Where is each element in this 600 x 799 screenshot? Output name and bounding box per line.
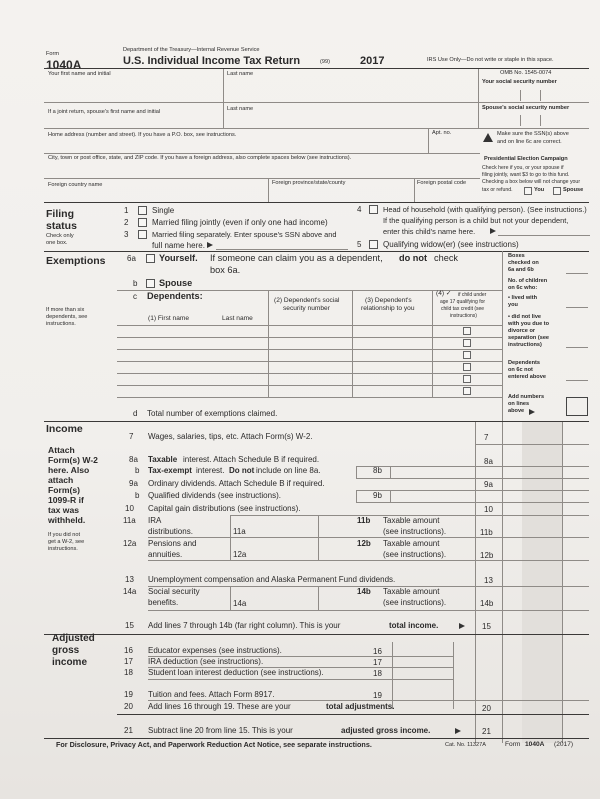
divider	[502, 422, 503, 635]
line6a-num: 6a	[127, 254, 136, 263]
line8a-bold: Taxable	[148, 455, 178, 464]
dependent-row[interactable]	[117, 385, 502, 386]
section-rule	[44, 202, 589, 203]
divider	[318, 515, 319, 537]
ssn-notice-line2: and on line 6c are correct.	[497, 139, 562, 145]
omb-number: OMB No. 1545-0074	[500, 70, 552, 76]
first-name-field[interactable]: Your first name and initial	[48, 71, 111, 77]
yourself-box6a: box 6a.	[210, 265, 241, 275]
section-rule	[44, 738, 589, 739]
line20-text: Add lines 16 through 19. These are your	[148, 702, 291, 711]
divider	[562, 422, 563, 635]
last-name-field[interactable]: Last name	[227, 71, 254, 77]
line14b-box: 14b	[480, 599, 494, 608]
department-label: Department of the Treasury—Internal Revenue Service	[123, 47, 260, 53]
filing-note-2: one box.	[46, 240, 68, 246]
line13-box: 13	[484, 576, 493, 585]
col3-line2: relationship to you	[361, 305, 415, 312]
col4-line3: child tax credit (see	[441, 306, 485, 312]
divider	[356, 466, 357, 478]
dependent-row[interactable]	[117, 397, 502, 398]
arrow-icon	[455, 728, 461, 734]
right-boxes-3: 6a and 6b	[508, 267, 534, 273]
spouse-label: Spouse	[159, 278, 193, 288]
divider	[453, 642, 454, 709]
irs-use-only: IRS Use Only—Do not write or staple in this space.	[427, 57, 554, 63]
line6b-num: b	[133, 279, 138, 288]
right-lived-1: • lived with	[508, 295, 537, 301]
line8b-bold: Tax-exempt	[148, 466, 192, 475]
line11a-text1: IRA	[148, 516, 162, 525]
child-credit-checkbox[interactable]	[463, 339, 471, 347]
line16-num: 16	[124, 646, 133, 655]
line8a-box: 8a	[484, 457, 493, 466]
line16-text: Educator expenses (see instructions).	[148, 646, 282, 655]
right-children-2: on 6c who:	[508, 285, 538, 291]
line19-num: 19	[124, 690, 133, 699]
line14a-box: 14a	[233, 599, 247, 608]
form-number: 1040A	[46, 58, 82, 72]
spouse-checkbox[interactable]	[146, 279, 155, 288]
right-dep-2: on 6c not	[508, 367, 533, 373]
right-add-3: above	[508, 408, 525, 414]
side-note-1: If more than six	[46, 307, 85, 313]
yourself-checkbox[interactable]	[146, 254, 155, 263]
right-boxes-2: checked on	[508, 260, 539, 266]
filing-widow-label: Qualifying widow(er) (see instructions)	[383, 240, 519, 249]
line9b-box: 9b	[373, 491, 382, 500]
amount-field[interactable]	[475, 444, 589, 445]
line8b-bold2: Do not	[229, 466, 255, 475]
divider	[475, 422, 476, 635]
child-credit-checkbox[interactable]	[463, 387, 471, 395]
line12a-box: 12a	[233, 550, 247, 559]
yourself-check: check	[434, 253, 459, 263]
line10-box: 10	[484, 505, 493, 514]
count-line[interactable]	[566, 380, 588, 381]
attach-3: here. Also	[48, 465, 90, 475]
divider	[475, 635, 476, 743]
divider	[230, 586, 231, 610]
right-children-1: No. of children	[508, 278, 548, 284]
form-label: Form	[46, 51, 60, 57]
line9a-text: Ordinary dividends. Attach Schedule B if required.	[148, 479, 325, 488]
amount-field[interactable]	[356, 478, 589, 479]
election-text-1: Check here if you, or your spouse if	[482, 165, 564, 171]
line14a-text2: benefits.	[148, 598, 179, 607]
line12b-num: 12b	[357, 539, 371, 548]
filing-widow-checkbox[interactable]	[369, 240, 378, 249]
line7-num: 7	[129, 432, 134, 441]
yourself-text: If someone can claim you as a dependent,	[210, 253, 383, 263]
line19-box: 19	[373, 691, 382, 700]
col4-line2: age 17 qualifying for	[440, 299, 486, 305]
line8b-text: interest.	[196, 466, 225, 475]
line14a-text1: Social security	[148, 587, 200, 596]
line12b-text1: Taxable amount	[383, 539, 440, 548]
amount-field[interactable]	[148, 537, 589, 538]
section-rule	[44, 251, 589, 252]
fill-line	[498, 235, 590, 236]
divider	[390, 466, 391, 478]
right-boxes-1: Boxes	[508, 253, 525, 259]
line11b-text1: Taxable amount	[383, 516, 440, 525]
side-note-3: instructions.	[46, 321, 76, 327]
election-spouse-label: Spouse	[563, 187, 584, 193]
warning-triangle-icon	[483, 133, 493, 142]
count-line[interactable]	[566, 273, 588, 274]
filing-heading-1: Filing	[46, 208, 74, 220]
rule	[44, 128, 589, 129]
line7-text: Wages, salaries, tips, etc. Attach Form(s) W-2.	[148, 432, 313, 441]
filing-single-checkbox[interactable]	[138, 206, 147, 215]
income-note-2: get a W-2, see	[48, 539, 85, 545]
line12b-text2: (see instructions).	[383, 550, 447, 559]
line15-box: 15	[482, 622, 491, 631]
line14b-text2: (see instructions).	[383, 598, 447, 607]
line17-num: 17	[124, 657, 133, 666]
line21-box: 21	[482, 727, 491, 736]
right-dep-1: Dependents	[508, 360, 541, 366]
ssn-field[interactable]: Your social security number	[482, 79, 557, 85]
child-credit-checkbox[interactable]	[463, 327, 471, 335]
total-exemptions-text: Total number of exemptions claimed.	[147, 409, 278, 418]
filing-opt4-cont1: If the qualifying person is a child but not your dependent,	[383, 216, 569, 225]
total-exemptions-box[interactable]	[566, 397, 588, 416]
right-didnot-1: • did not live	[508, 314, 542, 320]
attach-1: Attach	[48, 445, 75, 455]
fill-line	[216, 249, 348, 250]
arrow-icon	[529, 409, 535, 415]
footer-cat: Cat. No. 11327A	[445, 742, 486, 748]
filing-married-joint-label: Married filing jointly (even if only one had income)	[152, 218, 328, 227]
dependent-row[interactable]	[117, 373, 502, 374]
line9b-text: Qualified dividends (see instructions).	[148, 491, 281, 500]
line21-text: Subtract line 20 from line 15. This is your	[148, 726, 293, 735]
apt-field[interactable]: Apt. no.	[432, 130, 452, 136]
city-field[interactable]: City, town or post office, state, and ZIP code. If you have a foreign address, also complete spaces below (see instructions).	[48, 155, 352, 161]
line12a-num: 12a	[123, 539, 137, 548]
election-text-3: Checking a box below will not change your	[482, 179, 581, 185]
election-you-label: You	[534, 187, 545, 193]
ssn-notice-line1: Make sure the SSN(s) above	[497, 131, 569, 137]
right-didnot-4: separation (see	[508, 335, 550, 341]
yourself-do-not: do not	[399, 253, 428, 263]
footer-year: (2017)	[554, 741, 574, 748]
line10-num: 10	[125, 504, 134, 513]
count-line[interactable]	[566, 307, 588, 308]
divider	[478, 69, 479, 128]
line11a-box: 11a	[233, 527, 246, 536]
line20-num: 20	[124, 702, 133, 711]
header-rule	[44, 68, 589, 69]
col4-line4: instructions)	[450, 313, 477, 319]
line13-num: 13	[125, 575, 134, 584]
election-text-4: tax or refund.	[482, 187, 513, 193]
line15-text: Add lines 7 through 14b (far right column). This is your	[148, 621, 341, 630]
dependent-row[interactable]	[117, 361, 502, 362]
line9a-box: 9a	[484, 480, 493, 489]
divider	[223, 102, 224, 128]
attach-7: tax was	[48, 505, 80, 515]
amount-field[interactable]	[148, 679, 453, 680]
amount-field[interactable]	[148, 610, 589, 611]
filing-num-1: 1	[124, 206, 129, 215]
election-text-2: filing jointly, want $3 to go to this fund.	[482, 172, 570, 178]
rule	[117, 714, 589, 715]
filing-num-5: 5	[357, 240, 362, 249]
line16-box: 16	[373, 647, 382, 656]
filing-heading-2: status	[46, 220, 77, 232]
line6c-num: c	[133, 292, 137, 301]
line18-num: 18	[124, 668, 133, 677]
col-last-name: Last name	[222, 315, 253, 322]
line7-box: 7	[484, 433, 489, 442]
line20-bold: total adjustments.	[326, 702, 395, 711]
line21-bold: adjusted gross income.	[341, 726, 431, 735]
dependents-label: Dependents:	[147, 291, 203, 301]
child-credit-checkbox[interactable]	[463, 351, 471, 359]
amount-field[interactable]	[356, 502, 589, 503]
line17-text: IRA deduction (see instructions).	[148, 657, 264, 666]
divider	[230, 537, 231, 560]
spouse-ssn-field[interactable]: Spouse's social security number	[482, 105, 570, 111]
right-lived-2: you	[508, 302, 518, 308]
attach-8: withheld.	[48, 515, 86, 525]
footer-form-num: 1040A	[525, 741, 545, 748]
filing-head-household-checkbox[interactable]	[369, 205, 378, 214]
line-d-num: d	[133, 409, 138, 418]
right-add-2: on lines	[508, 401, 530, 407]
election-spouse-checkbox[interactable]	[553, 187, 561, 195]
rule	[44, 102, 589, 103]
line21-num: 21	[124, 726, 133, 735]
child-credit-checkbox[interactable]	[463, 375, 471, 383]
side-note-2: dependents, see	[46, 314, 88, 320]
filing-opt3-cont: full name here.	[152, 241, 205, 250]
line11a-text2: distributions.	[148, 527, 193, 536]
line8a-text: interest. Attach Schedule B if required.	[183, 455, 320, 464]
line18-box: 18	[373, 669, 382, 678]
col4-line1: if child under	[458, 292, 487, 298]
arrow-icon	[207, 242, 213, 248]
footer-notice: For Disclosure, Privacy Act, and Paperwork Reduction Act Notice, see separate instructions.	[56, 740, 372, 749]
ssn-tick	[520, 115, 521, 126]
attach-4: attach	[48, 475, 74, 485]
line18-text: Student loan interest deduction (see instructions).	[148, 668, 324, 677]
line12a-text1: Pensions and	[148, 539, 197, 548]
spouse-last-name-field[interactable]: Last name	[227, 106, 254, 112]
line11a-num: 11a	[123, 516, 136, 525]
filing-opt4-cont2: enter this child's name here.	[383, 227, 476, 236]
footer-form: Form	[505, 741, 521, 748]
dependent-row[interactable]	[117, 349, 502, 350]
arrow-icon	[490, 228, 496, 234]
divider	[230, 515, 231, 537]
filing-married-joint-checkbox[interactable]	[138, 218, 147, 227]
section-rule	[44, 634, 589, 635]
income-heading: Income	[46, 423, 83, 435]
line13-text: Unemployment compensation and Alaska Permanent Fund dividends.	[148, 575, 396, 584]
foreign-province-field[interactable]: Foreign province/state/county	[272, 180, 346, 186]
child-credit-checkbox[interactable]	[463, 363, 471, 371]
shaded-column	[522, 635, 562, 743]
line8b-text2: include on line 8a.	[256, 466, 321, 475]
line8b-num: b	[135, 466, 140, 475]
divider	[318, 586, 319, 610]
col4-num: (4) ✓	[436, 290, 452, 297]
ssn-tick	[540, 115, 541, 126]
col3-line1: (3) Dependent's	[365, 297, 412, 304]
line12b-box: 12b	[480, 551, 494, 560]
filing-head-household-label: Head of household (with qualifying person). (See instructions.)	[383, 205, 587, 214]
agi-heading-3: income	[52, 657, 88, 668]
attach-5: Form(s)	[48, 485, 80, 495]
col2-line1: (2) Dependent's social	[274, 297, 340, 304]
col-first-name: (1) First name	[148, 315, 190, 322]
count-line[interactable]	[566, 347, 588, 348]
form-title: U.S. Individual Income Tax Return	[123, 55, 301, 67]
filing-married-separate-label: Married filing separately. Enter spouse's SSN above and	[152, 230, 337, 239]
form-code: (99)	[320, 59, 330, 65]
section-rule	[44, 421, 589, 422]
divider	[268, 178, 269, 202]
filing-note-1: Check only	[46, 233, 74, 239]
line19-text: Tuition and fees. Attach Form 8917.	[148, 690, 275, 699]
line15-num: 15	[125, 621, 134, 630]
amount-field[interactable]	[148, 560, 589, 561]
foreign-postal-field[interactable]: Foreign postal code	[417, 180, 467, 186]
filing-married-separate-checkbox[interactable]	[138, 230, 147, 239]
divider	[268, 290, 269, 397]
line9a-num: 9a	[129, 479, 138, 488]
amount-field[interactable]	[148, 700, 589, 701]
line8b-box: 8b	[373, 466, 382, 475]
line9b-num: b	[135, 491, 140, 500]
filing-num-3: 3	[124, 230, 129, 239]
tax-year: 2017	[360, 55, 385, 67]
line10-text: Capital gain distributions (see instructions).	[148, 504, 301, 513]
right-didnot-2: with you due to	[508, 321, 550, 327]
dependent-row[interactable]	[117, 325, 502, 326]
divider	[502, 635, 503, 743]
rule	[44, 153, 480, 154]
foreign-country-field[interactable]: Foreign country name	[48, 182, 103, 188]
right-dep-3: entered above	[508, 374, 546, 380]
filing-single-label: Single	[152, 206, 175, 215]
line11b-text2: (see instructions).	[383, 527, 447, 536]
ssn-tick	[540, 90, 541, 101]
divider	[432, 290, 433, 397]
divider	[356, 490, 357, 502]
home-address-field[interactable]: Home address (number and street). If you have a P.O. box, see instructions.	[48, 132, 237, 138]
line17-box: 17	[373, 658, 382, 667]
right-didnot-3: divorce or	[508, 328, 536, 334]
attach-6: 1099-R if	[48, 495, 84, 505]
line11b-num: 11b	[357, 516, 371, 525]
divider	[428, 128, 429, 153]
income-note-1: If you did not	[48, 532, 81, 538]
line14a-num: 14a	[123, 587, 137, 596]
line11b-box: 11b	[480, 528, 493, 537]
line15-bold: total income.	[389, 621, 439, 630]
line14b-num: 14b	[357, 587, 371, 596]
agi-heading-2: gross	[52, 645, 80, 656]
shaded-column	[522, 422, 562, 635]
ssn-tick	[520, 90, 521, 101]
agi-heading-1: Adjusted	[52, 633, 95, 644]
filing-num-4: 4	[357, 205, 362, 214]
col2-line2: security number	[283, 305, 330, 312]
dependent-row[interactable]	[117, 337, 502, 338]
attach-2: Form(s) W-2	[48, 455, 98, 465]
line14b-text1: Taxable amount	[383, 587, 440, 596]
line8a-num: 8a	[129, 455, 138, 464]
divider	[392, 642, 393, 709]
right-add-1: Add numbers	[508, 394, 545, 400]
exemptions-heading: Exemptions	[46, 255, 106, 267]
divider	[318, 537, 319, 560]
yourself-label: Yourself.	[159, 253, 198, 263]
line20-box: 20	[482, 704, 491, 713]
election-title: Presidential Election Campaign	[484, 156, 568, 162]
divider	[562, 635, 563, 743]
divider	[414, 178, 415, 202]
spouse-first-name-field[interactable]: If a joint return, spouse's first name and initial	[48, 109, 161, 115]
divider	[390, 490, 391, 502]
income-note-3: instructions.	[48, 546, 78, 552]
arrow-icon	[459, 623, 465, 629]
election-you-checkbox[interactable]	[524, 187, 532, 195]
line12a-text2: annuities.	[148, 550, 183, 559]
right-didnot-5: instructions)	[508, 342, 542, 348]
divider	[502, 251, 503, 421]
divider	[223, 69, 224, 102]
filing-num-2: 2	[124, 218, 129, 227]
divider	[352, 290, 353, 397]
